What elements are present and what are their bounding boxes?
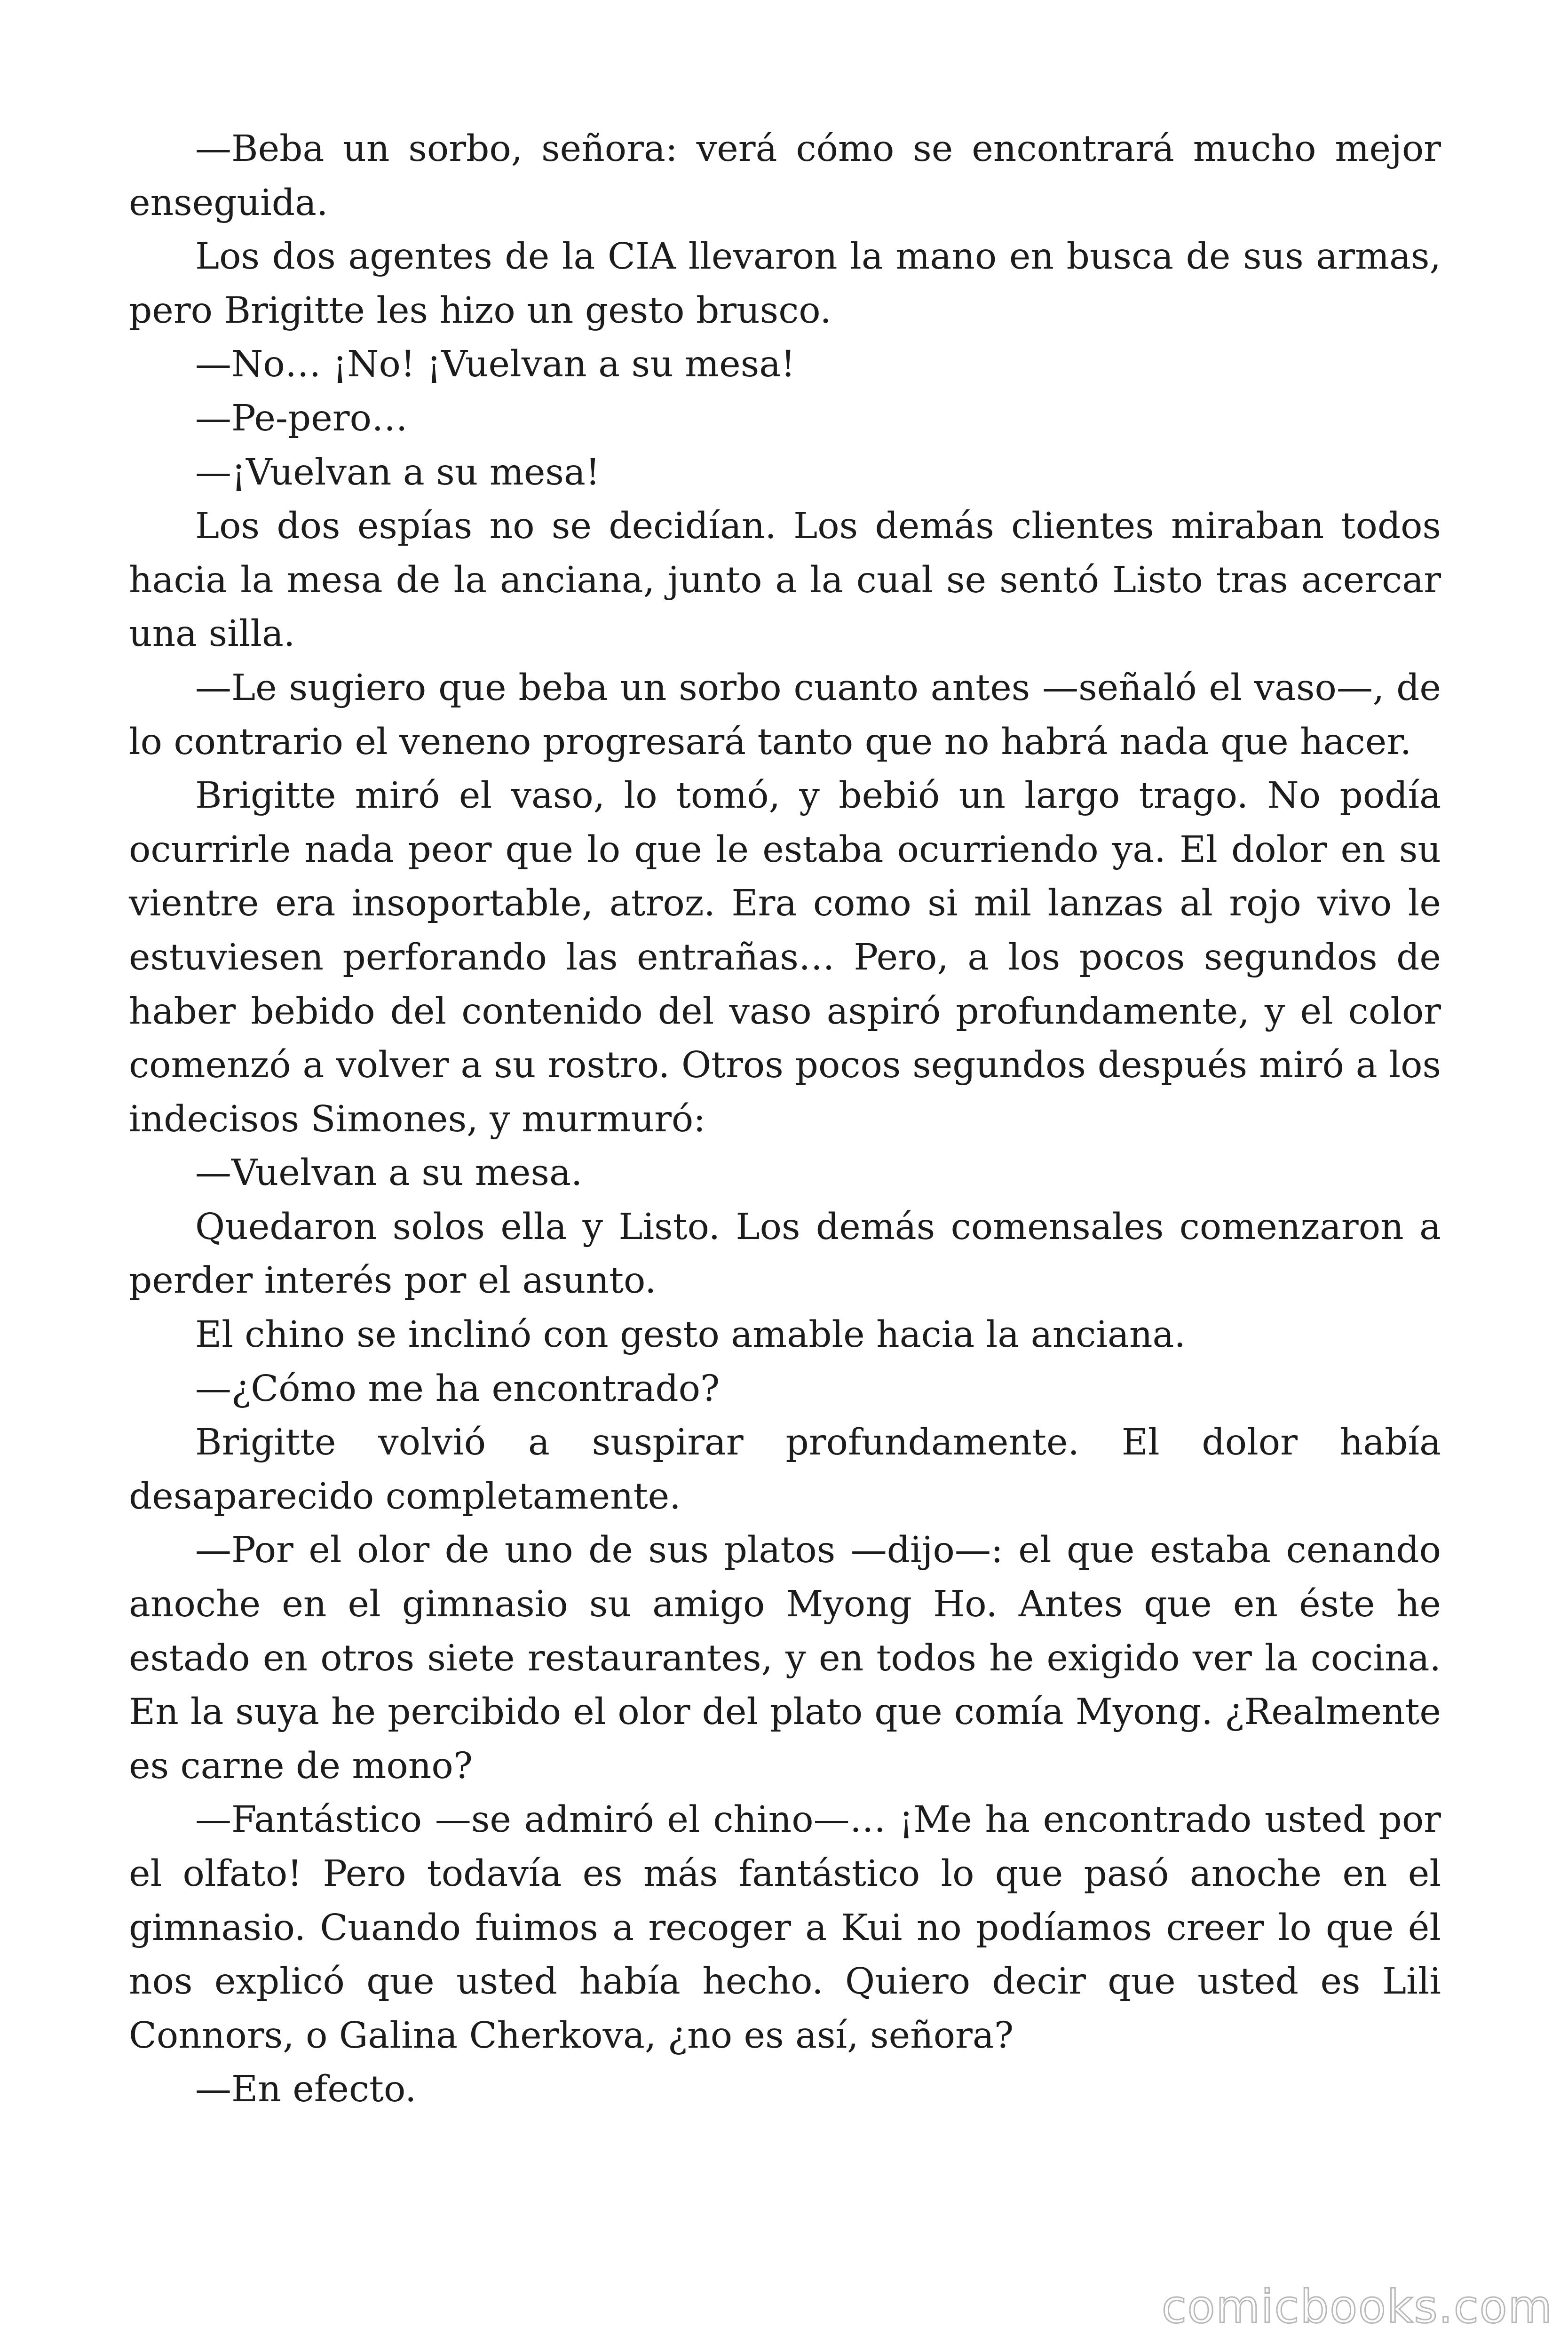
paragraph: Brigitte miró el vaso, lo tomó, y bebió un largo trago. No podía ocurrirle nada peor que lo que le estaba ocurriendo ya. El dolor en su vientre era insoportable, atroz. Era como si mil lanzas al rojo vivo le estuviesen perforando las entrañas… Pero, a los pocos segundos de haber bebido del contenido del vaso aspiró profundamente, y el color comenzó a volver a su rostro. Otros pocos segundos después miró a los indecisos Simones, y murmuró: (129, 775, 1441, 1140)
paragraph: —No… ¡No! ¡Vuelvan a su mesa! (195, 343, 796, 386)
watermark-text: comicbooks.com (1162, 2280, 1553, 2333)
paragraph: —Vuelvan a su mesa. (195, 1152, 583, 1194)
paragraph: —Le sugiero que beba un sorbo cuanto antes —señaló el vaso—, de lo contrario el veneno progresará tanto que no habrá nada que hacer. (129, 667, 1441, 763)
paragraph: —¿Cómo me ha encontrado? (195, 1367, 720, 1410)
paragraph: —Por el olor de uno de sus platos —dijo—: el que estaba cenando anoche en el gimnasio su amigo Myong Ho. Antes que en éste he estado en otros siete restaurantes, y en todos he exigido ver la cocina. En la suya he percibido el olor del plato que comía Myong. ¿Realmente es carne de mono? (129, 1529, 1441, 1787)
paragraph: Brigitte volvió a suspirar profundamente. El dolor había desaparecido completamente. (129, 1422, 1441, 1518)
page-text (129, 122, 1441, 2117)
paragraph: Los dos espías no se decidían. Los demás clientes miraban todos hacia la mesa de la anciana, junto a la cual se sentó Listo tras acercar una silla. (129, 505, 1441, 655)
paragraph: —Pe-pero… (195, 397, 408, 439)
paragraph: Los dos agentes de la CIA llevaron la mano en busca de sus armas, pero Brigitte les hizo un gesto brusco. (129, 236, 1441, 332)
paragraph: —¡Vuelvan a su mesa! (195, 451, 600, 493)
paragraph: —Beba un sorbo, señora: verá cómo se encontrará mucho mejor enseguida. (129, 128, 1441, 224)
paragraph: El chino se inclinó con gesto amable hacia la anciana. (195, 1314, 1186, 1356)
paragraph: —En efecto. (195, 2068, 417, 2111)
paragraph: —Fantástico —se admiró el chino—… ¡Me ha encontrado usted por el olfato! Pero todavía es más fantástico lo que pasó anoche en el gimnasio. Cuando fuimos a recoger a Kui no podíamos creer lo que él nos explicó que usted había hecho. Quiero decir que usted es Lili Connors, o Galina Cherkova, ¿no es así, señora? (129, 1799, 1441, 2057)
paragraph: Quedaron solos ella y Listo. Los demás comensales comenzaron a perder interés por el asunto. (129, 1206, 1441, 1302)
